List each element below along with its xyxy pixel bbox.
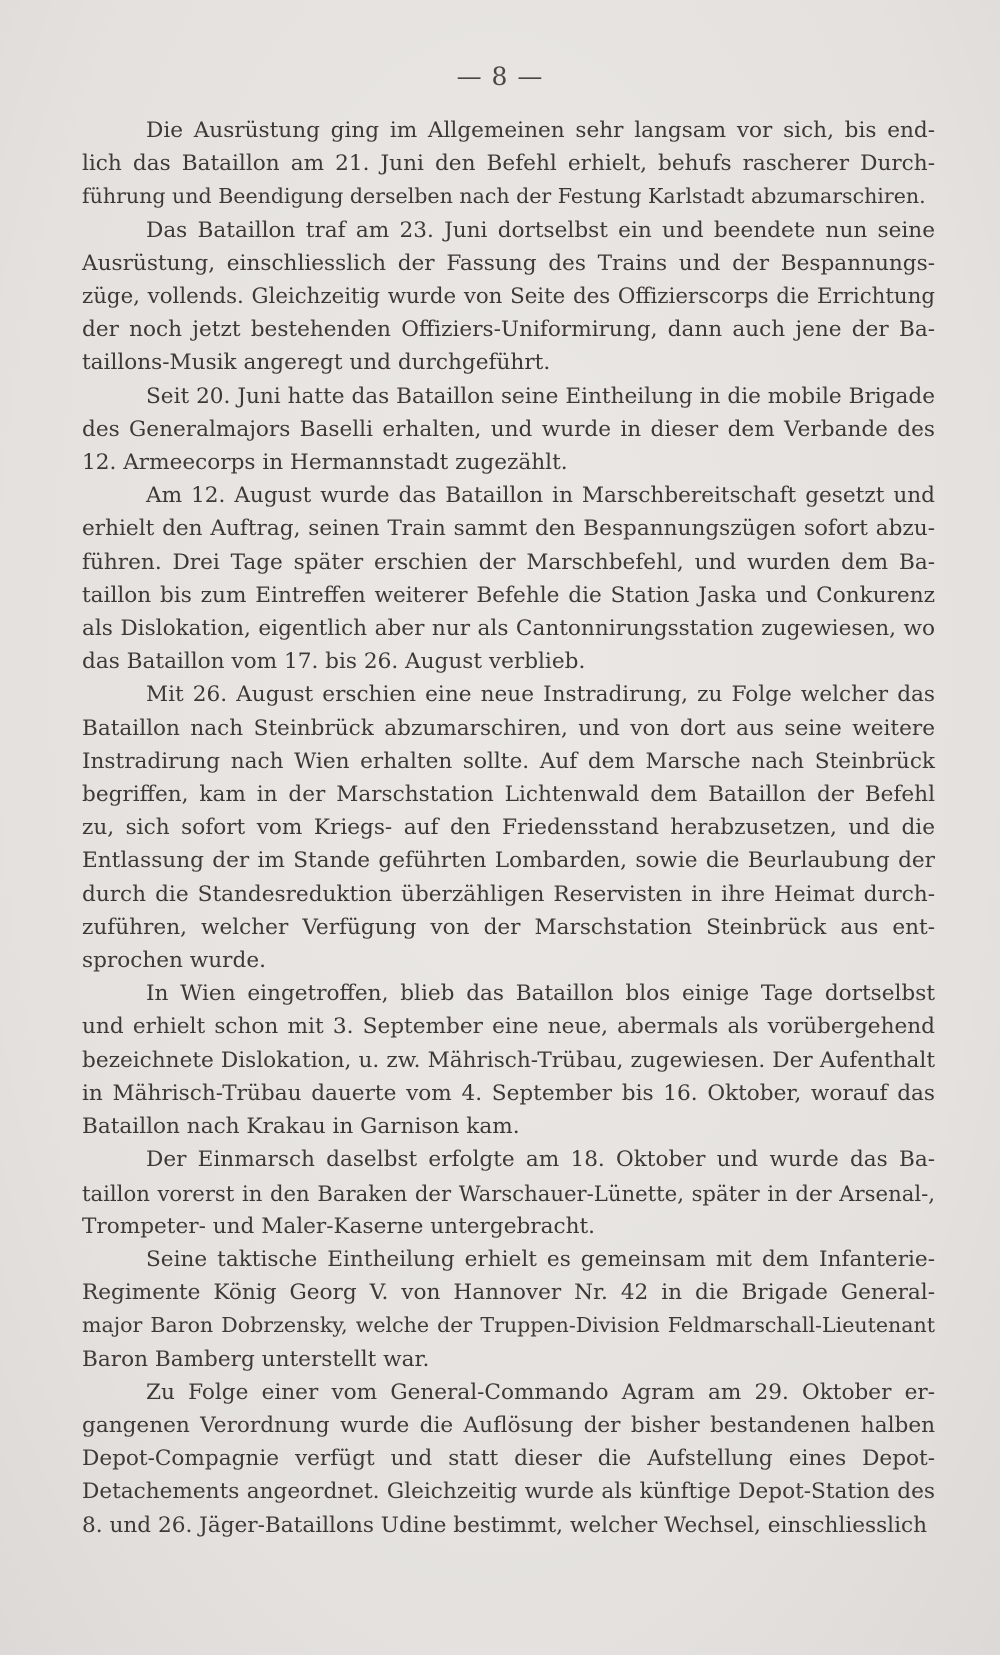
text-line: das Bataillon vom 17. bis 26. August verblieb.	[82, 649, 586, 675]
text-line: zuführen, welcher Verfügung von der Marschstation Steinbrück aus ent-	[82, 914, 935, 940]
text-line: begriffen, kam in der Marschstation Lichtenwald dem Bataillon der Befehl	[82, 782, 935, 808]
text-line: sprochen wurde.	[82, 948, 266, 974]
text-line: taillon bis zum Eintreffen weiterer Befehle die Station Jaska und Conkurenz	[82, 582, 935, 608]
text-line: Seine taktische Eintheilung erhielt es gemeinsam mit dem Infanterie-	[146, 1246, 935, 1272]
text-line: und erhielt schon mit 3. September eine neue, abermals als vorübergehend	[82, 1014, 935, 1040]
paragraph	[82, 380, 935, 480]
text-line: Trompeter- und Maler-Kaserne untergebracht.	[82, 1213, 596, 1239]
text-line: major Baron Dobrzensky, welche der Truppen-Division Feldmarschall-Lieutenant	[82, 1313, 935, 1338]
paragraph	[82, 678, 935, 977]
paragraph	[82, 114, 935, 214]
text-line: in Mährisch-Trübau dauerte vom 4. September bis 16. Oktober, worauf das	[82, 1080, 935, 1106]
text-line: Ausrüstung, einschliesslich der Fassung des Trains und der Bespannungs-	[82, 250, 935, 276]
text-line: lich das Bataillon am 21. Juni den Befehl erhielt, behufs rascherer Durch-	[82, 151, 935, 177]
text-line: Am 12. August wurde das Bataillon in Marschbereitschaft gesetzt und	[146, 483, 935, 509]
paragraph	[82, 977, 935, 1143]
text-line: taillons-Musik angeregt und durchgeführt.	[82, 350, 551, 376]
body-text	[82, 114, 935, 1542]
text-line: Zu Folge einer vom General-Commando Agram am 29. Oktober er-	[146, 1379, 935, 1405]
paragraph	[82, 214, 935, 380]
text-line: durch die Standesreduktion überzähligen Reservisten in ihre Heimat durch-	[82, 881, 935, 907]
text-line: der noch jetzt bestehenden Offiziers-Uniformirung, dann auch jene der Ba-	[82, 317, 935, 343]
text-line: bezeichnete Dislokation, u. zw. Mährisch-Trübau, zugewiesen. Der Aufenthalt	[82, 1047, 935, 1073]
text-line: Das Bataillon traf am 23. Juni dortselbst ein und beendete nun seine	[146, 217, 935, 243]
text-line: gangenen Verordnung wurde die Auflösung der bisher bestandenen halben	[82, 1412, 935, 1438]
paragraph	[82, 479, 935, 678]
text-line: des Generalmajors Baselli erhalten, und wurde in dieser dem Verbande des	[82, 416, 935, 442]
text-line: Bataillon nach Krakau in Garnison kam.	[82, 1114, 520, 1140]
text-line: züge, vollends. Gleichzeitig wurde von Seite des Offizierscorps die Errichtung	[82, 284, 935, 310]
paragraph	[82, 1376, 935, 1542]
text-line: erhielt den Auftrag, seinen Train sammt den Bespannungszügen sofort abzu-	[82, 516, 935, 542]
text-line: Entlassung der im Stande geführten Lombarden, sowie die Beurlaubung der	[82, 848, 935, 874]
text-line: Bataillon nach Steinbrück abzumarschiren, und von dort aus seine weitere	[82, 715, 935, 741]
text-line: 12. Armeecorps in Hermannstadt zugezählt.	[82, 450, 568, 476]
text-line: führen. Drei Tage später erschien der Marschbefehl, und wurden dem Ba-	[82, 549, 935, 575]
text-line: Depot-Compagnie verfügt und statt dieser die Aufstellung eines Depot-	[82, 1446, 935, 1472]
text-line: taillon vorerst in den Baraken der Warschauer-Lünette, später in der Arsenal-,	[82, 1180, 935, 1206]
paragraph	[82, 1143, 935, 1243]
text-line: zu, sich sofort vom Kriegs- auf den Friedensstand herabzusetzen, und die	[82, 815, 935, 841]
text-line: Instradirung nach Wien erhalten sollte. Auf dem Marsche nach Steinbrück	[82, 748, 935, 774]
text-line: als Dislokation, eigentlich aber nur als Cantonnirungsstation zugewiesen, wo	[82, 616, 935, 642]
text-line: Die Ausrüstung ging im Allgemeinen sehr langsam vor sich, bis end-	[146, 118, 935, 143]
text-line: Regimente König Georg V. von Hannover Nr. 42 in die Brigade General-	[82, 1280, 935, 1306]
text-line: Detachements angeordnet. Gleichzeitig wurde als künftige Depot-Station des	[82, 1479, 935, 1505]
text-line: Baron Bamberg unterstellt war.	[82, 1346, 430, 1372]
text-line: Seit 20. Juni hatte das Bataillon seine Eintheilung in die mobile Brigade	[146, 383, 935, 409]
text-line: Der Einmarsch daselbst erfolgte am 18. Oktober und wurde das Ba-	[146, 1147, 935, 1173]
text-line: führung und Beendigung derselben nach der Festung Karlstadt abzumarschiren.	[82, 184, 926, 209]
text-line: In Wien eingetroffen, blieb das Bataillon blos einige Tage dortselbst	[146, 981, 935, 1007]
text-line: Mit 26. August erschien eine neue Instradirung, zu Folge welcher das	[146, 682, 935, 708]
text-line: 8. und 26. Jäger-Bataillons Udine bestimmt, welcher Wechsel, einschliesslich	[82, 1512, 927, 1538]
paragraph	[82, 1243, 935, 1376]
page-number: — 8 —	[456, 62, 544, 91]
